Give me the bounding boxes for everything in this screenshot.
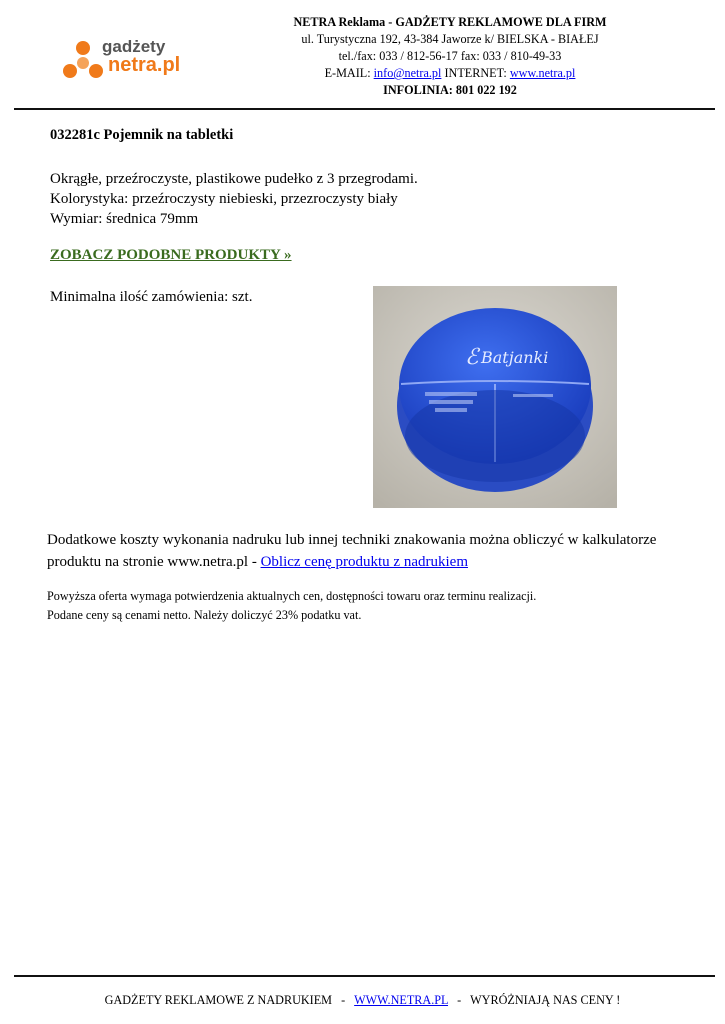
imprint-text-line: [513, 394, 553, 397]
company-name: NETRA Reklama - GADŻETY REKLAMOWE DLA FIRM: [293, 15, 607, 29]
header-divider: [14, 108, 715, 110]
product-title: 032281c Pojemnik na tabletki: [50, 127, 234, 143]
product-description: [50, 169, 418, 229]
extra-costs-text: Dodatkowe koszty wykonania nadruku lub innej techniki znakowania można obliczyć w kalkulatorze produktu na stronie www.netra.pl -: [47, 532, 657, 570]
footer-right-text: WYRÓŻNIAJĄ NAS CENY !: [470, 993, 621, 1007]
email-link[interactable]: info@netra.pl: [373, 66, 442, 80]
footer-separator: -: [448, 993, 471, 1007]
netra-logo-icon: [62, 40, 104, 84]
imprint-text-line: [425, 392, 477, 396]
email-label: E-MAIL:: [324, 66, 374, 80]
company-contact: [240, 65, 660, 82]
footer-separator: -: [332, 993, 355, 1007]
offer-notes: [47, 587, 536, 625]
company-header: [240, 14, 660, 99]
imprint-text-line: [429, 400, 473, 404]
logo-text-gadzety: gadżety: [102, 37, 166, 56]
minimum-order: Minimalna ilość zamówienia: szt.: [50, 289, 253, 305]
similar-products-link[interactable]: ZOBACZ PODOBNE PRODUKTY »: [50, 247, 292, 263]
website-link[interactable]: www.netra.pl: [509, 66, 576, 80]
company-address: ul. Turystyczna 192, 43-384 Jaworze k/ BIELSKA - BIAŁEJ: [301, 32, 599, 46]
imprint-text-line: [435, 408, 467, 412]
company-logo: [62, 36, 202, 86]
footer-website-link[interactable]: WWW.NETRA.PL: [354, 993, 449, 1007]
extra-costs-info: [47, 529, 707, 573]
offer-note: Podane ceny są cenami netto. Należy doliczyć 23% podatku vat.: [47, 608, 362, 622]
imprint-logo: ℰ: [465, 345, 479, 370]
logo-text-netra: netra.pl: [108, 54, 181, 76]
offer-note: Powyższa oferta wymaga potwierdzenia aktualnych cen, dostępności towaru oraz terminu realizacji.: [47, 589, 537, 603]
description-line: Wymiar: średnica 79mm: [50, 211, 199, 227]
footer-divider: [14, 975, 715, 977]
page-footer: [0, 993, 725, 1008]
company-phone: tel./fax: 033 / 812-56-17 fax: 033 / 810-49-33: [338, 49, 562, 63]
footer-left-text: GADŻETY REKLAMOWE Z NADRUKIEM: [104, 993, 333, 1007]
infoline: INFOLINIA: 801 022 192: [383, 83, 517, 97]
description-line: Okrągłe, przeźroczyste, plastikowe pudełko z 3 przegrodami.: [50, 171, 418, 187]
description-line: Kolorystyka: przeźroczysty niebieski, przezroczysty biały: [50, 191, 398, 207]
product-image: [373, 286, 617, 508]
price-calculator-link[interactable]: Oblicz cenę produktu z nadrukiem: [260, 554, 468, 570]
internet-label: INTERNET:: [441, 66, 510, 80]
imprint-logo: Batjanki: [481, 348, 549, 367]
